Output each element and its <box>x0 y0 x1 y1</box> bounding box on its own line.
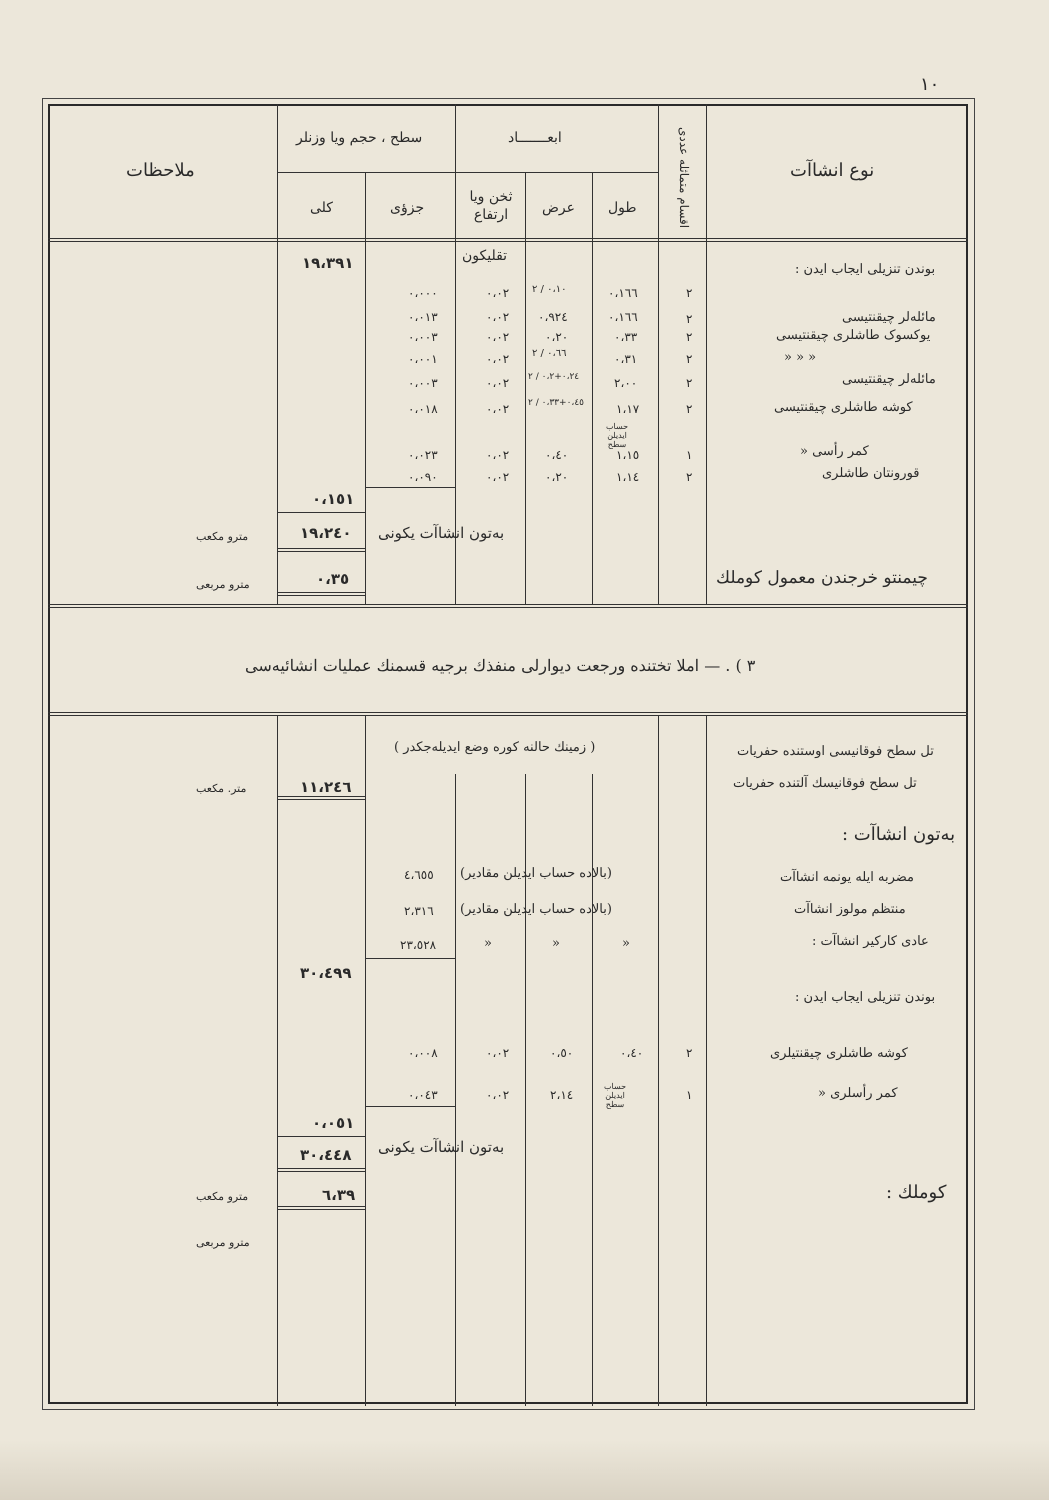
header-bottom-line <box>48 238 968 242</box>
sec2-d1-length: ٠،٤٠ <box>620 1046 644 1060</box>
sec1-subtract-line <box>277 512 365 513</box>
sec2-d1-partial: ٠،٠٠٨ <box>408 1046 438 1060</box>
sec2-d2-height: ٠،٠٢ <box>486 1088 510 1102</box>
sec2-d2-partial: ٠،٠٤٣ <box>408 1088 438 1102</box>
row-length: ٠،١٦٦ <box>608 310 638 324</box>
header-partial: جزؤی <box>390 200 425 216</box>
row-partial: ٠،٠٠١ <box>408 352 438 366</box>
header-notes: ملاحظات <box>126 160 195 181</box>
sec2-concrete-head: به‌تون انشاآت : <box>842 824 956 845</box>
sec2-line2-underline <box>277 796 365 800</box>
col-line-partial-left <box>365 172 366 604</box>
row-width: ٠،٤٥+٠،٣٣ / ٢ <box>528 398 584 408</box>
sec2-line2: تل سطح فوقانیسك آلتنده حفریات <box>733 776 917 791</box>
row-width: ٠،٦٦ / ٢ <box>532 348 567 359</box>
section-separator-bottom <box>48 712 968 716</box>
sec2-unit-m3: متر. مکعب <box>196 782 247 795</box>
sec2-r3-ditto-height: « <box>484 936 492 951</box>
row-partial: ٠،٠٩٠ <box>408 470 438 484</box>
sec2-d1-width: ٠،٥٠ <box>550 1046 574 1060</box>
col-line-total-left <box>277 104 278 604</box>
sec2-d1-name: کوشه طاشلری چیقنتیلری <box>770 1046 908 1061</box>
sec2-unit-m2: مترو مربعی <box>196 1236 250 1249</box>
sec1-concrete-total: ١٩،٢٤٠ <box>300 524 352 542</box>
sec2-d2-width: ٢،١٤ <box>550 1088 574 1102</box>
row-height: ٠،٠٢ <box>486 448 510 462</box>
row-width: ٠،٩٢٤ <box>538 310 568 324</box>
row-length: ٢،٠٠ <box>614 376 638 390</box>
row-width: ٠،٢٠ <box>545 470 569 484</box>
s2-col-line-height <box>455 774 456 1406</box>
sec2-r3-val: ٢٣،٥٢٨ <box>400 938 437 952</box>
sec2-r2-note: (بالاده حساب ایدیلن مقادیر) <box>460 902 612 917</box>
sec2-d1-height: ٠،٠٢ <box>486 1046 510 1060</box>
sec1-subtotal: ١٩،٣٩١ <box>302 254 354 272</box>
sec1-cement-underline <box>277 592 365 596</box>
section3-title: ٣ ) . — املا تختنده ورجعت دیوارلی منفذك برجیه قسمنك عملیات انشائیه‌سی <box>245 656 756 675</box>
sec1-deduct-total: ٠،١٥١ <box>312 490 355 508</box>
paper-edge-stain <box>0 1440 1049 1500</box>
row-width: ٠،٤٠ <box>545 448 569 462</box>
row-count: ٢ <box>686 330 693 344</box>
sec2-concrete-total-label: به‌تون انشاآت یکونی <box>378 1138 505 1156</box>
sec2-r3-ditto-width: « <box>552 936 560 951</box>
row-count: ٢ <box>686 286 693 300</box>
sec2-deduct-intro: بوندن تنزیلی ایجاب ایدن : <box>795 990 936 1005</box>
sec2-line1-note: ( زمینك حالنه کوره وضع ایدیله‌جکدر ) <box>394 740 596 755</box>
sec2-sum: ٣٠،٤٩٩ <box>300 964 352 982</box>
row-height: ٠،٠٢ <box>486 376 510 390</box>
sec2-d2-name: کمر رأسلری « <box>818 1086 898 1101</box>
sec2-komlek-label: کوملك : <box>886 1182 947 1203</box>
sec2-subtract-line <box>277 1136 365 1137</box>
row-length: ١،١٥ <box>616 448 640 462</box>
header-width: عرض <box>542 200 576 216</box>
sec2-total-underline <box>277 1168 365 1172</box>
sec2-concrete-total: ٣٠،٤٤٨ <box>300 1146 352 1164</box>
row-partial: ٠،٠١٣ <box>408 310 438 324</box>
s2-col-line-partial <box>365 716 366 1406</box>
header-mid-line <box>277 172 658 173</box>
header-dims: ابعـــــــاد <box>508 130 562 146</box>
row-width: ٠،٢٠ <box>545 330 569 344</box>
sec2-r1-val: ٤،٦٥٥ <box>404 868 434 882</box>
sec2-r3-ditto-length: « <box>622 936 630 951</box>
sec2-r2-name: منتظم مولوز انشاآت <box>794 902 906 917</box>
sec2-komlek-underline <box>277 1206 365 1210</box>
sec1-concrete-total-label: به‌تون انشاآت یکونی <box>378 524 505 542</box>
header-total: کلی <box>310 200 333 216</box>
row-count: ٢ <box>686 376 693 390</box>
row-name: کمر رأسی « <box>800 444 869 459</box>
header-length: طول <box>608 200 637 216</box>
row-name: کوشه طاشلری چیقنتیسی <box>774 400 913 415</box>
row-length: ١،١٧ <box>616 402 640 416</box>
sec2-r1-note: (بالاده حساب ایدیلن مقادیر) <box>460 866 612 881</box>
sec1-cement-value: ٠،٣٥ <box>316 570 350 588</box>
row-height: ٠،٠٢ <box>486 310 510 324</box>
row-length: ٠،٣١ <box>614 352 638 366</box>
row-height: ٠،٠٢ <box>486 352 510 366</box>
row-partial: ٠،٠٠٣ <box>408 376 438 390</box>
row-name: قورونتان طاشلری <box>822 466 920 481</box>
row-count: ٢ <box>686 402 693 416</box>
row-length: ١،١٤ <box>616 470 640 484</box>
row-length-note: حساب ایدیلن سطح <box>605 422 629 449</box>
sec1-unit-m3: مترو مکعب <box>196 530 249 543</box>
row-count: ٢ <box>686 312 693 326</box>
sec1-total-underline <box>277 548 365 552</box>
sec2-r1-name: مضربه ایله یونمه انشاآت <box>780 870 914 885</box>
row-count: ٢ <box>686 352 693 366</box>
col-line-count-left <box>658 104 659 604</box>
sec2-line1: تل سطح فوقانیسی اوستنده حفریات <box>737 744 934 759</box>
row-name: یوکسوک طاشلری چیقنتیسی <box>776 328 931 343</box>
s2-col-line-count <box>658 716 659 1406</box>
sec2-unit-m3b: مترو مکعب <box>196 1190 249 1203</box>
header-area: سطح ، حجم ویا وزنلر <box>296 130 423 146</box>
row-name: « « « <box>784 350 817 365</box>
row-name: مائله‌لر چیقنتیسی <box>842 372 936 387</box>
row-partial: ٠،٠١٨ <box>408 402 438 416</box>
row-partial: ٠،٠٠٠ <box>408 286 438 300</box>
header-height: ثخن ویا ارتفاع <box>469 189 513 223</box>
sec2-deduct-partial-line <box>365 1106 455 1107</box>
section-separator-top <box>48 604 968 608</box>
sec2-line2-total: ١١،٢٤٦ <box>300 778 352 796</box>
sec2-r2-val: ٢،٣١٦ <box>404 904 434 918</box>
row-count: ١ <box>686 448 693 462</box>
row-length: ٠،١٦٦ <box>608 286 638 300</box>
row-name: مائله‌لر چیقنتیسی <box>842 310 936 325</box>
row-height: ٠،٠٢ <box>486 402 510 416</box>
row-width: ٠،١٠ / ٢ <box>532 284 567 295</box>
sec2-r3-name: عادی کارکیر انشاآت : <box>812 934 929 949</box>
row-length: ٠،٣٣ <box>614 330 638 344</box>
s2-col-line-type <box>706 716 707 1406</box>
sec1-cement-label: چیمنتو خرجندن معمول کوملك <box>716 568 928 588</box>
row-width: ٠،٢٤+٠،٢ / ٢ <box>528 372 580 382</box>
col-line-width-left <box>525 172 526 604</box>
sec2-partial-sum-line <box>365 958 455 959</box>
row-partial: ٠،٠٢٣ <box>408 448 438 462</box>
col-line-length-left <box>592 172 593 604</box>
sec2-d2-length: حساب ایدیلن سطح <box>603 1082 627 1109</box>
sec1-partial-sum-line <box>365 487 455 488</box>
header-type: نوع انشاآت <box>790 160 875 181</box>
sec1-intro: بوندن تنزیلی ایجاب ایدن : <box>795 262 936 277</box>
sec2-d1-count: ٢ <box>686 1046 693 1060</box>
row-count: ٢ <box>686 470 693 484</box>
row-height: ٠،٠٢ <box>486 330 510 344</box>
sec2-komlek-value: ٦،٣٩ <box>322 1186 356 1204</box>
row-partial: ٠،٠٠٣ <box>408 330 438 344</box>
sec1-unit-m2: مترو مربعی <box>196 578 250 591</box>
sec2-d2-count: ١ <box>686 1088 693 1102</box>
s2-col-line-total <box>277 716 278 1406</box>
sec1-subtract-label: تقلیکون <box>462 248 508 264</box>
col-line-type-left <box>706 104 707 604</box>
sec2-deduct-total: ٠،٠٥١ <box>312 1114 355 1132</box>
row-height: ٠،٠٢ <box>486 470 510 484</box>
page-number: ١٠ <box>920 74 940 95</box>
header-count: اقسام متماثله عددی <box>677 127 691 229</box>
row-height: ٠،٠٢ <box>486 286 510 300</box>
